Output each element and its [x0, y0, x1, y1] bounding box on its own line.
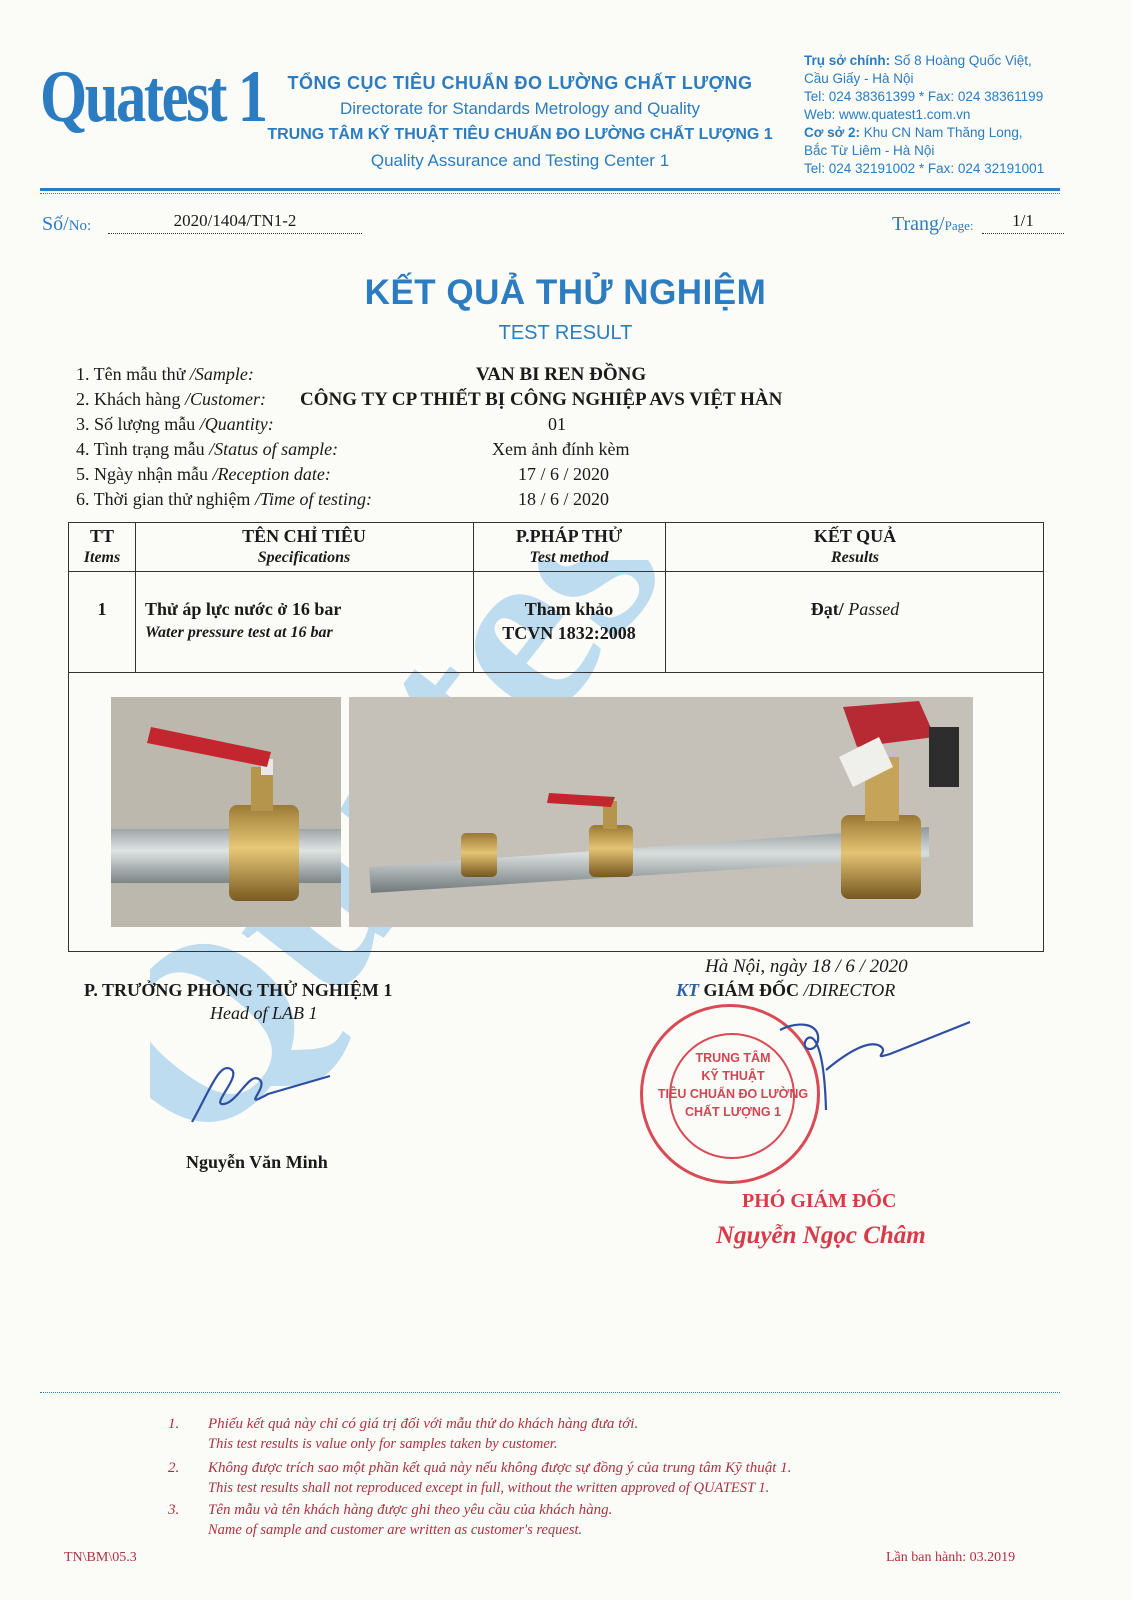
reception-date-value: 17 / 6 / 2020	[518, 464, 610, 484]
document-number: 2020/1404/TN1-2	[108, 211, 362, 234]
lab-head-name: Nguyễn Văn Minh	[186, 1152, 328, 1172]
signing-date: Hà Nội, ngày 18 / 6 / 2020	[705, 956, 908, 977]
row-result: Đạt/ Passed	[810, 599, 900, 619]
results-table	[68, 522, 1044, 952]
note-2: 2. Không được trích sao một phần kết quả này nếu không được sự đồng ý của trung tâm Kỹ thuật 1. This test results shall not reproduced except in full, without the written approved of QUATEST 1.	[168, 1460, 792, 1496]
organization-block	[250, 70, 790, 174]
document-subtitle: TEST RESULT	[498, 322, 633, 344]
director-title: KT GIÁM ĐỐC /DIRECTOR	[676, 980, 896, 1000]
hq-address-2: Cầu Giấy - Hà Nội	[804, 71, 914, 86]
row-item-number: 1	[97, 599, 107, 619]
org-line-4: Quality Assurance and Testing Center 1	[370, 151, 670, 170]
header-specifications: TÊN CHỈ TIÊU Specifications	[242, 526, 366, 566]
edition-date: Lần ban hành: 03.2019	[886, 1550, 1016, 1565]
org-line-2: Directorate for Standards Metrology and Quality	[339, 99, 700, 118]
sample-name: VAN BI REN ĐỒNG	[476, 364, 647, 385]
website: Web: www.quatest1.com.vn	[804, 107, 971, 122]
note-1: 1. Phiếu kết quả này chỉ có giá trị đối với mẫu thử do khách hàng đưa tới. This test results is value only for samples taken by customer.	[168, 1416, 639, 1452]
quatest-logo: Quatest 1	[40, 56, 266, 138]
stamp-line-4: CHẤT LƯỢNG 1	[684, 1105, 782, 1119]
document-title: KẾT QUẢ THỬ NGHIỆM	[364, 273, 767, 312]
testing-time-value: 18 / 6 / 2020	[518, 489, 610, 509]
sample-photo-assembly	[349, 697, 973, 927]
branch-phone: Tel: 024 32191002 * Fax: 024 32191001	[804, 161, 1045, 176]
org-line-3: TRUNG TÂM KỸ THUẬT TIÊU CHUẨN ĐO LƯỜNG CHẤT LƯỢNG 1	[267, 126, 773, 143]
header-divider-dotted	[40, 193, 1060, 194]
stamp-line-3: TIÊU CHUẨN ĐO LƯỜNG	[657, 1087, 809, 1101]
status-value: Xem ảnh đính kèm	[492, 439, 630, 459]
lab-head-subtitle: Head of LAB 1	[210, 1003, 318, 1023]
org-line-1: TỔNG CỤC TIÊU CHUẨN ĐO LƯỜNG CHẤT LƯỢNG	[287, 73, 753, 93]
stamp-line-1: TRUNG TÂM	[695, 1051, 771, 1065]
address-block	[804, 52, 1124, 178]
row-specification: Thử áp lực nước ở 16 bar Water pressure test at 16 bar	[145, 599, 342, 641]
note-3: 3. Tên mẫu và tên khách hàng được ghi theo yêu cầu của khách hàng. Name of sample and customer are written as customer's request.	[168, 1502, 613, 1538]
quantity-value: 01	[548, 414, 566, 434]
branch-label: Cơ sở 2:	[804, 125, 860, 140]
header-results: KẾT QUẢ Results	[813, 526, 897, 566]
document-number-label: Số/No:	[42, 213, 92, 235]
customer-name: CÔNG TY CP THIẾT BỊ CÔNG NGHIỆP AVS VIỆT HÀN	[300, 389, 783, 410]
sample-photo-closeup	[111, 697, 341, 927]
header-divider	[40, 188, 1060, 191]
form-code: TN\BM\05.3	[64, 1550, 137, 1565]
director-signature	[760, 1010, 980, 1120]
stamp-line-2: KỸ THUẬT	[701, 1069, 765, 1083]
row-test-method: Tham khảo TCVN 1832:2008	[502, 599, 636, 643]
lab-head-title: P. TRƯỞNG PHÒNG THỬ NGHIỆM 1	[84, 980, 393, 1000]
hq-address: Số 8 Hoàng Quốc Việt,	[893, 53, 1032, 68]
hq-label: Trụ sở chính:	[804, 53, 891, 68]
deputy-director-name: Nguyễn Ngọc Châm	[716, 1222, 926, 1249]
footer-divider	[40, 1392, 1060, 1393]
lab-head-signature	[180, 1050, 350, 1130]
header-test-method: P.PHÁP THỬ Test method	[515, 526, 623, 566]
page-label: Trang/Page:	[892, 213, 974, 235]
hq-phone: Tel: 024 38361399 * Fax: 024 38361199	[804, 89, 1044, 104]
branch-address-2: Bắc Từ Liêm - Hà Nội	[804, 143, 935, 158]
header-items: TT Items	[83, 526, 121, 566]
page-number: 1/1	[982, 211, 1064, 234]
branch-address: Khu CN Nam Thăng Long,	[863, 125, 1023, 140]
deputy-director-role: PHÓ GIÁM ĐỐC	[742, 1190, 897, 1212]
